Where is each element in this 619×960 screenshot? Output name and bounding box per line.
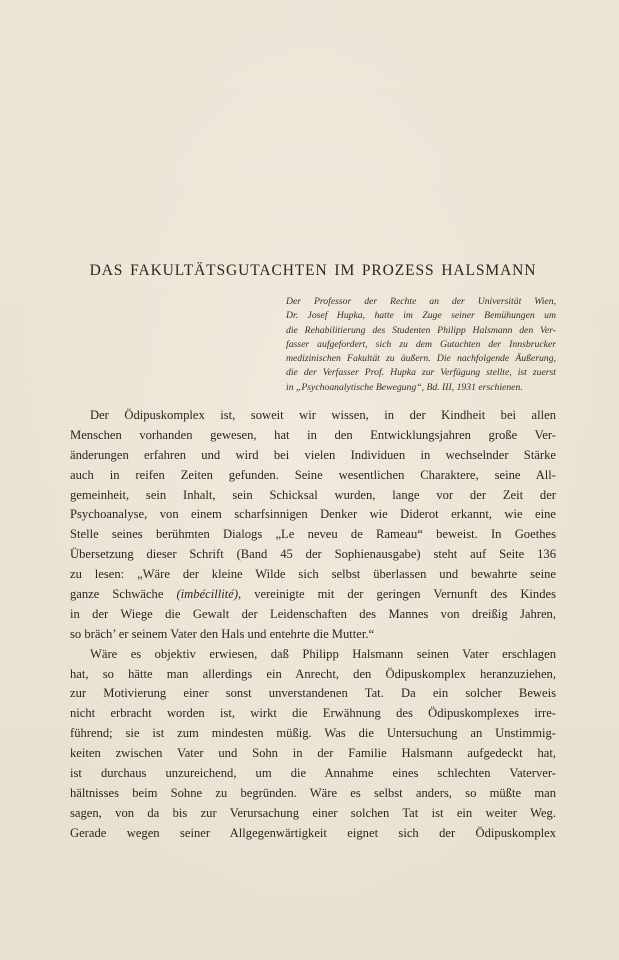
body-line: Wäre es objektiv erwiesen, daß Philipp Halsmann seinen Vater erschlagen <box>90 646 556 661</box>
body-line: zu lesen: „Wäre der kleine Wilde sich selbst überlassen und bewahrte seine <box>70 567 556 582</box>
body-line: hat, so hätte man allerdings ein Anrecht, den Ödipuskomplex heranzuziehen, <box>70 666 556 681</box>
preface-line: die der Verfasser Prof. Hupka zur Verfügung stellte, ist zuerst <box>286 367 556 379</box>
preface-line: medizinischen Fakultät zu äußern. Die nachfolgende Äußerung, <box>286 353 556 365</box>
preface-line: Dr. Josef Hupka, hatte im Zuge seiner Bemühungen um <box>286 310 556 322</box>
body-line: gemeinheit, sein Inhalt, sein Schicksal wurden, lange vor der Zeit der <box>70 487 556 502</box>
body-line: änderungen erfahren und wird bei vielen Individuen in wechselnder Stärke <box>70 447 556 462</box>
body-line: Der Ödipuskomplex ist, soweit wir wissen, in der Kindheit bei allen <box>90 408 556 422</box>
body-line: ganze Schwäche (imbécillité), vereinigte mit der geringen Vernunft des Kindes <box>70 587 556 602</box>
editorial-preface <box>286 295 556 395</box>
body-line: keiten zwischen Vater und Sohn in der Familie Halsmann aufgedeckt hat, <box>70 746 556 761</box>
body-line: sagen, von da bis zur Verursachung einer solchen Tat ist ein weiter Weg. <box>70 805 556 820</box>
preface-line: in „Psychoanalytische Bewegung“, Bd. III, 1931 erschienen. <box>286 381 523 393</box>
preface-line: fasser aufgefordert, sich zu dem Gutachten der Innsbrucker <box>286 338 556 350</box>
body-line: nicht erbracht worden ist, wirkt die Erwähnung des Ödipuskomplexes irre- <box>70 706 556 721</box>
preface-line: Der Professor der Rechte an der Universität Wien, <box>286 296 556 307</box>
body-line: so bräch’ er seinem Vater den Hals und entehrte die Mutter.“ <box>70 626 375 641</box>
body-line: Übersetzung dieser Schrift (Band 45 der Sophienausgabe) steht auf Seite 136 <box>70 547 556 562</box>
body-line: Gerade wegen seiner Allgegenwärtigkeit eignet sich der Ödipuskomplex <box>70 825 556 840</box>
body-text <box>70 406 556 844</box>
preface-line: die Rehabilitierung des Studenten Philipp Halsmann den Ver- <box>286 324 556 336</box>
body-line: Stelle seines berühmten Dialogs „Le neveu de Rameau“ beweist. In Goethes <box>70 527 556 542</box>
body-line: zur Motivierung einer sonst unverstandenen Tat. Da ein solcher Beweis <box>70 686 556 701</box>
body-line: ist durchaus unzureichend, um die Annahme eines schlechten Vaterver- <box>70 766 556 781</box>
body-line: Psychoanalyse, von einem scharfsinnigen Denker wie Diderot erkannt, wie eine <box>70 507 556 522</box>
body-line: hältnisses beim Sohne zu begründen. Wäre es selbst anders, so müßte man <box>70 785 556 800</box>
emphasis: (imbécillité) <box>176 587 239 602</box>
body-line: führend; sie ist zum mindesten müßig. Was die Untersuchung an Unstimmig- <box>70 726 556 741</box>
body-line: auch in reifen Zeiten gefunden. Seine wesentlichen Charaktere, seine All- <box>70 467 556 482</box>
chapter-title: DAS FAKULTÄTSGUTACHTEN IM PROZESS HALSMANN <box>89 262 537 279</box>
body-line: in der Wiege die Gewalt der Leidenschaften des Mannes von dreißig Jahren, <box>70 606 556 621</box>
body-line: Menschen vorhanden gewesen, hat in den Entwicklungsjahren große Ver- <box>70 427 556 442</box>
